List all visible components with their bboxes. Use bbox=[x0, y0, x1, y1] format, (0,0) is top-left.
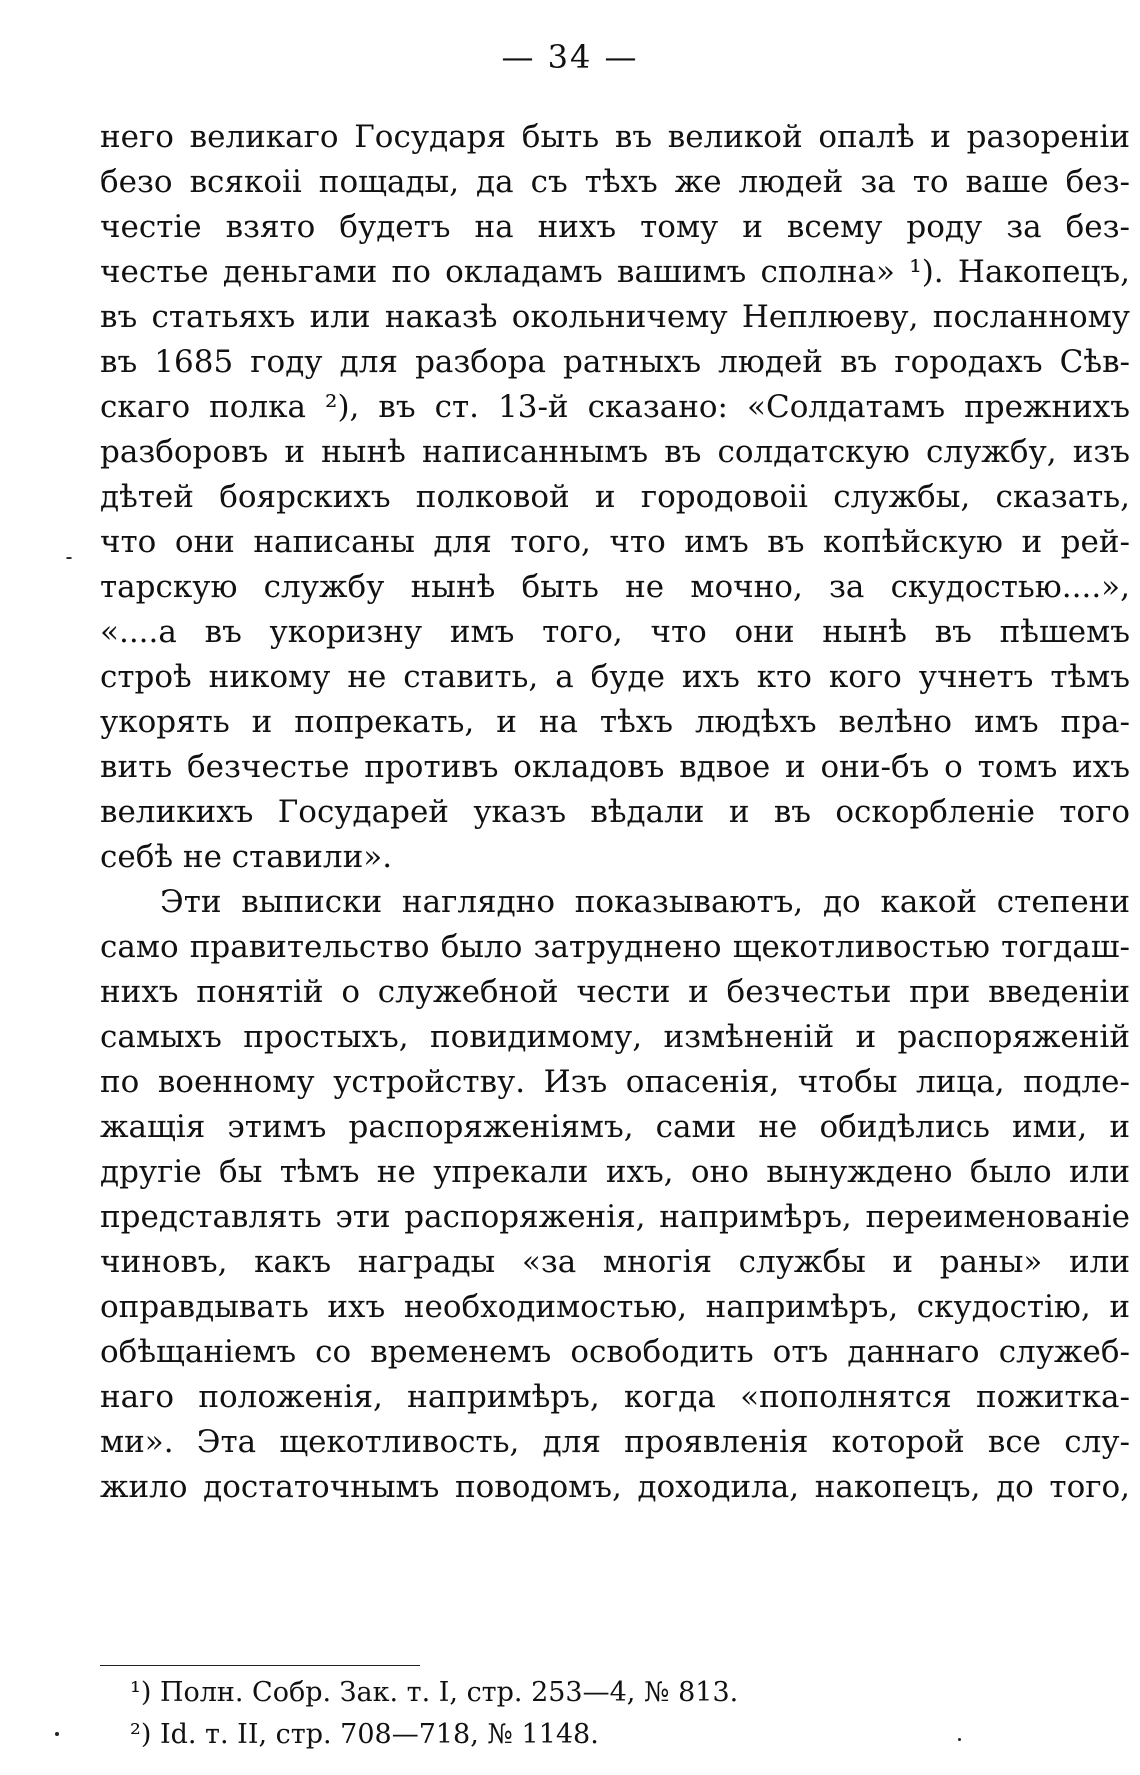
scan-speck bbox=[958, 1738, 961, 1741]
text-line: него великаго Государя быть въ великой опалѣ и разореніи bbox=[100, 119, 1130, 155]
footnote-2: ²) Id. т. II, стр. 708—718, № 1148. bbox=[130, 1719, 599, 1750]
text-line: тарскую службу нынѣ быть не мочно, за скудостью....», bbox=[100, 569, 1130, 605]
margin-mark bbox=[66, 557, 72, 559]
text-line: само правительство было затруднено щекотливостью тогдаш- bbox=[100, 929, 1130, 965]
text-line: чиновъ, какъ награды «за многія службы и раны» или bbox=[100, 1244, 1130, 1280]
main-text bbox=[100, 115, 1130, 1510]
text-line: ми». Эта щекотливость, для проявленія которой все слу- bbox=[100, 1424, 1130, 1460]
text-line: честіе взято будетъ на нихъ тому и всему роду за без- bbox=[100, 209, 1130, 245]
text-line: строѣ никому не ставить, а буде ихъ кто кого учнетъ тѣмъ bbox=[100, 659, 1130, 695]
text-line: другіе бы тѣмъ не упрекали ихъ, оно вынуждено было или bbox=[100, 1154, 1130, 1190]
text-line: въ статьяхъ или наказѣ окольничему Неплюеву, посланному bbox=[100, 299, 1130, 335]
text-line: нихъ понятій о служебной чести и безчестьи при введеніи bbox=[100, 974, 1130, 1010]
page-number: — 34 — bbox=[501, 38, 639, 76]
text-line: разборовъ и нынѣ написаннымъ въ солдатскую службу, изъ bbox=[100, 434, 1130, 470]
footnote-1: ¹) Полн. Собр. Зак. т. I, стр. 253—4, № 813. bbox=[130, 1677, 739, 1708]
text-line: скаго полка ²), въ ст. 13-й сказано: «Солдатамъ прежнихъ bbox=[100, 389, 1130, 425]
text-line: жащія этимъ распоряженіямъ, сами не обидѣлись ими, и bbox=[100, 1109, 1130, 1145]
text-line: обѣщаніемъ со временемъ освободить отъ даннаго служеб- bbox=[100, 1334, 1130, 1370]
text-line: оправдывать ихъ необходимостью, напримѣръ, скудостію, и bbox=[100, 1289, 1130, 1325]
footnotes bbox=[130, 1672, 1030, 1756]
text-line: дѣтей боярскихъ полковой и городовоіі службы, сказать, bbox=[100, 479, 1130, 515]
text-line: Эти выписки наглядно показываютъ, до какой степени bbox=[160, 884, 1130, 920]
text-line: жило достаточнымъ поводомъ, доходила, накопецъ, до того, bbox=[100, 1469, 1130, 1505]
text-line: наго положенія, напримѣръ, когда «пополнятся пожитка- bbox=[100, 1379, 1130, 1415]
text-line: что они написаны для того, что имъ въ копѣйскую и рей- bbox=[100, 524, 1130, 560]
text-line: въ 1685 году для разбора ратныхъ людей въ городахъ Сѣв- bbox=[100, 344, 1130, 380]
text-line: великихъ Государей указъ вѣдали и въ оскорбленіе того bbox=[100, 794, 1130, 830]
text-line: вить безчестье противъ окладовъ вдвое и они-бъ о томъ ихъ bbox=[100, 749, 1130, 785]
text-line: честье деньгами по окладамъ вашимъ сполна» ¹). Накопецъ, bbox=[100, 254, 1130, 290]
text-line: «....а въ укоризну имъ того, что они нынѣ въ пѣшемъ bbox=[100, 614, 1130, 650]
footnote-divider bbox=[100, 1665, 420, 1666]
text-line: самыхъ простыхъ, повидимому, измѣненій и распоряженій bbox=[100, 1019, 1130, 1055]
paragraph-1 bbox=[100, 115, 1130, 880]
text-line: безо всякоіі пощады, да съ тѣхъ же людей за то ваше без- bbox=[100, 164, 1130, 200]
text-line: представлять эти распоряженія, напримѣръ, переименованіе bbox=[100, 1199, 1130, 1235]
text-line: себѣ не ставили». bbox=[100, 839, 393, 875]
scan-speck bbox=[55, 1732, 59, 1736]
text-line: по военному устройству. Изъ опасенія, чтобы лица, подле- bbox=[100, 1064, 1130, 1100]
paragraph-2 bbox=[100, 880, 1130, 1510]
text-line: укорять и попрекать, и на тѣхъ людѣхъ велѣно имъ пра- bbox=[100, 704, 1130, 740]
